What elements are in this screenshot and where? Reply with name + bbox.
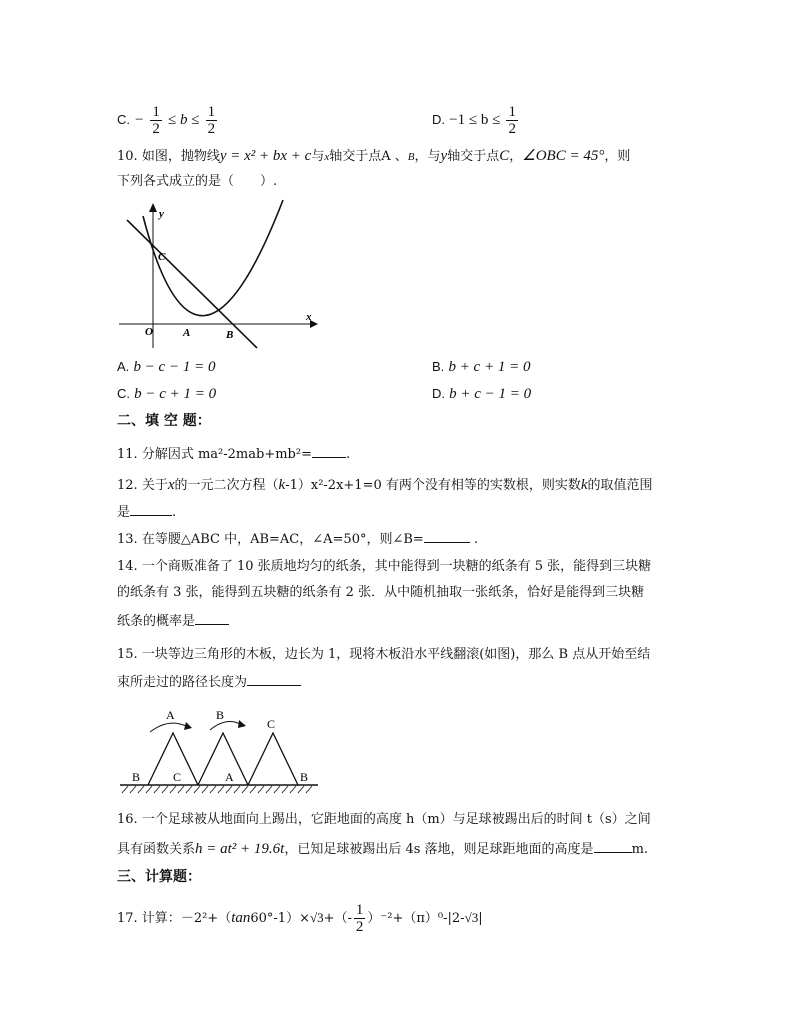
question-text: 的一元二次方程（: [174, 478, 279, 493]
frac-num: 1: [152, 104, 160, 120]
answer-blank[interactable]: [424, 528, 470, 543]
fraction: [506, 104, 518, 137]
option-text: b − c − 1 = 0: [133, 359, 216, 375]
q15-line1: [117, 645, 650, 665]
label-o: O: [145, 326, 153, 338]
fraction: [150, 104, 162, 137]
q14-line3: [117, 610, 229, 632]
variable: x: [324, 151, 330, 163]
roll-arc-1: [150, 723, 186, 732]
label-y: y: [159, 208, 164, 220]
question-text: 分解因式 ma²-2mab+mb²=: [141, 447, 312, 462]
label-top-a: A: [166, 708, 175, 722]
question-text: 在等腰△ABC 中，AB=AC，∠A=50°，则∠B=: [141, 532, 424, 547]
q14-line2: 的纸条有 3 张，能得到五块糖的纸条有 2 张．从中随机抽取一张纸条，恰好是能得到三块糖: [117, 585, 645, 600]
q14-line1: [117, 557, 651, 577]
q9-option-c: [117, 104, 219, 137]
inequality: ≤ b ≤: [168, 112, 200, 128]
q15-line2: [117, 671, 301, 693]
label-bottom-a: A: [225, 770, 234, 784]
triangle-2: [198, 733, 248, 785]
answer-blank[interactable]: [195, 610, 229, 625]
triangle-3: [248, 733, 298, 785]
question-text: 与: [311, 149, 325, 164]
expression-part: |: [478, 911, 483, 926]
answer-blank[interactable]: [130, 501, 172, 516]
inequality: −1 ≤ b ≤: [449, 112, 501, 128]
answer-blank[interactable]: [594, 838, 632, 853]
ground-hatching: [122, 786, 312, 793]
question-text: ，则: [604, 149, 631, 164]
variable: B: [407, 151, 415, 163]
frac-num: 1: [508, 104, 516, 120]
sqrt-three: √3: [309, 910, 324, 925]
option-label: D.: [432, 386, 445, 401]
frac-den: 2: [152, 121, 160, 137]
y-axis-arrow: [149, 203, 157, 212]
frac-num: 1: [207, 104, 216, 120]
question-text: 关于: [141, 478, 168, 493]
option-label: D.: [432, 112, 445, 127]
option-text: b + c + 1 = 0: [448, 359, 531, 375]
fraction: [206, 104, 218, 137]
variable: x: [167, 477, 175, 493]
q11: [117, 443, 350, 465]
question-number: 13.: [117, 532, 138, 547]
option-label: C.: [117, 112, 130, 127]
question-text: -1）x²-2x+1=0 有两个没有相等的实数根，则实数: [285, 478, 581, 493]
label-c: C: [158, 251, 166, 263]
punctuation: .: [473, 532, 479, 547]
q12-line2: [117, 501, 176, 523]
label-bottom-b2: B: [300, 770, 309, 784]
question-text: ，: [509, 149, 523, 164]
label-top-b: B: [216, 708, 225, 722]
label-bottom-b1: B: [132, 770, 141, 784]
angle: ∠OBC = 45°: [522, 148, 605, 164]
expression-part: ）⁻²+（π）⁰-|2-: [367, 911, 465, 926]
question-number: 15.: [117, 647, 138, 662]
question-text: 一个足球被从地面向上踢出，它距地面的高度 h（m）与足球被踢出后的时间 t（s）之间: [141, 812, 651, 827]
section-heading: 三、计算题：: [117, 869, 201, 885]
q10-line2: 下列各式成立的是（ ）.: [117, 174, 278, 189]
q10-line1: [117, 146, 630, 167]
q16-line2: [117, 838, 648, 860]
question-text: 一个商贩准备了 10 张质地均匀的纸条，其中能得到一块糖的纸条有 5 张，能得到三块糖: [141, 559, 652, 574]
question-text: 如图，抛物线: [141, 149, 220, 164]
frac-num: 1: [355, 902, 364, 918]
answer-blank[interactable]: [247, 671, 301, 686]
roll-arc-2: [210, 722, 240, 730]
question-text: 一块等边三角形的木板，边长为 1，现将木板沿水平线翻滚(如图)，那么 B 点从开始至结: [141, 647, 651, 662]
variable: k: [580, 477, 588, 493]
option-label: B.: [432, 359, 445, 374]
q17: [117, 902, 483, 935]
frac-den: 2: [355, 919, 364, 935]
punctuation: .: [345, 447, 351, 462]
expression-part: 60°-1）×: [250, 911, 310, 926]
question-number: 14.: [117, 559, 138, 574]
parabola-figure: [115, 198, 320, 354]
question-text: 轴交于点: [447, 149, 500, 164]
q13: [117, 528, 478, 550]
arc-arrow-1: [184, 722, 192, 730]
unit: m.: [631, 842, 649, 857]
label-bottom-c: C: [173, 770, 182, 784]
rolling-triangle-figure: [118, 700, 328, 800]
arc-arrow-2: [238, 720, 246, 728]
label-b: B: [226, 329, 234, 341]
option-label: A.: [117, 359, 130, 374]
option-label: C.: [117, 386, 130, 401]
q10-option-c: [117, 384, 216, 405]
answer-blank[interactable]: [312, 443, 346, 458]
question-text: ，与: [414, 149, 441, 164]
fraction: [354, 902, 366, 935]
question-text: 纸条的概率是: [117, 614, 196, 629]
frac-den: 2: [207, 121, 216, 137]
q16-line1: [117, 810, 651, 830]
question-text: 是: [117, 505, 131, 520]
question-text: 束所走过的路径长度为: [117, 675, 248, 690]
sqrt-three: √3: [464, 910, 479, 925]
q10-option-b: [432, 357, 530, 378]
option-text: b + c − 1 = 0: [449, 386, 532, 402]
expression-part: －2²+（: [180, 911, 232, 926]
q10-option-a: [117, 357, 215, 378]
tan-function: tan: [231, 910, 251, 926]
variable: k: [278, 477, 286, 493]
option-text: b − c + 1 = 0: [134, 386, 217, 402]
q10-option-d: [432, 384, 531, 405]
question-text: ，已知足球被踢出后 4s 落地，则足球距地面的高度是: [284, 842, 594, 857]
question-number: 17. 计算：: [117, 911, 181, 926]
equation: h = at² + 19.6t: [195, 841, 285, 857]
question-number: 10.: [117, 149, 138, 164]
frac-den: 2: [508, 121, 516, 137]
question-number: 11.: [117, 447, 138, 462]
question-number: 16.: [117, 812, 138, 827]
question-number: 12.: [117, 478, 138, 493]
variable: y: [440, 148, 448, 164]
question-text: 轴交于点A 、: [329, 149, 408, 164]
expression-part: +（-: [323, 911, 352, 926]
label-top-c: C: [267, 717, 276, 731]
question-text: 具有函数关系: [117, 842, 196, 857]
q9-option-d: [432, 104, 520, 137]
label-a: A: [183, 327, 191, 339]
question-text: 的取值范围: [587, 478, 653, 493]
variable: C: [499, 148, 510, 164]
q12-line1: [117, 475, 653, 496]
equation: y = x² + bx + c: [219, 148, 312, 164]
label-x: x: [306, 311, 312, 323]
punctuation: .: [172, 505, 177, 520]
section-heading: 二、填 空 题：: [117, 413, 211, 429]
minus-sign: −: [134, 112, 145, 128]
